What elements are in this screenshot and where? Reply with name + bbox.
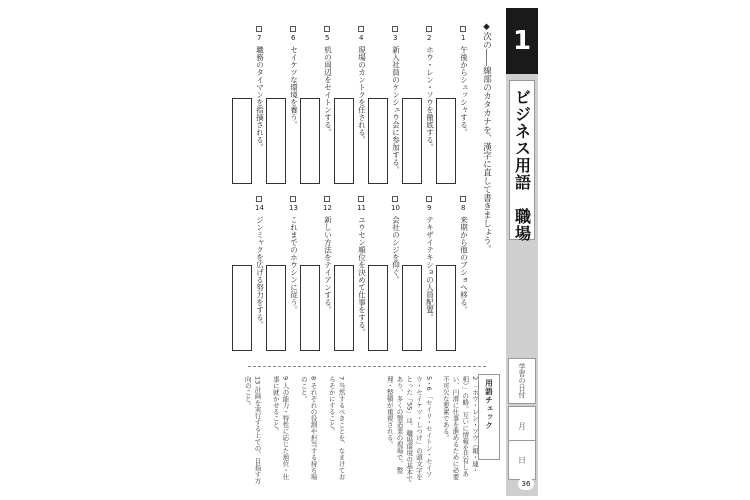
- question-10-checkbox[interactable]: [392, 196, 398, 202]
- question-12-number: 12: [323, 204, 332, 212]
- question-6-text: セイケツな環境を養う。: [289, 46, 299, 129]
- answer-box-6[interactable]: [266, 98, 286, 184]
- day-box[interactable]: [508, 440, 536, 480]
- question-13-number: 13: [289, 204, 298, 212]
- answer-box-2[interactable]: [402, 98, 422, 184]
- answer-box-5[interactable]: [300, 98, 320, 184]
- question-7-text: 職務のタイマンを指摘される。: [255, 46, 265, 151]
- question-10-text: 会社のシジを仰ぐ。: [391, 216, 401, 284]
- question-2-text: ホウ・レン・ソウを徹底する。: [425, 46, 435, 151]
- question-1-text: 午後からシュッシャする。: [459, 46, 469, 136]
- question-6-checkbox[interactable]: [290, 26, 296, 32]
- study-date-label-box: [508, 358, 536, 404]
- answer-box-7[interactable]: [232, 98, 252, 184]
- answer-box-10[interactable]: [368, 265, 388, 351]
- question-14-text: ジンミャクを広げる努力をする。: [255, 216, 265, 329]
- note-6: [242, 376, 262, 486]
- question-13-checkbox[interactable]: [290, 196, 296, 202]
- question-7-number: 7: [257, 34, 262, 42]
- day-label: 日: [518, 455, 526, 465]
- answer-box-4[interactable]: [334, 98, 354, 184]
- question-3-checkbox[interactable]: [392, 26, 398, 32]
- answer-box-13[interactable]: [266, 265, 286, 351]
- answer-box-14[interactable]: [232, 265, 252, 351]
- question-8-number: 8: [461, 204, 466, 212]
- answer-box-1[interactable]: [436, 98, 456, 184]
- page-number: 36: [518, 478, 534, 490]
- term-check-badge: [478, 374, 500, 460]
- question-11-checkbox[interactable]: [358, 196, 364, 202]
- question-5-checkbox[interactable]: [324, 26, 330, 32]
- question-3-text: 新入社員のケンシュウ会に参加する。: [391, 46, 401, 174]
- question-2-number: 2: [427, 34, 432, 42]
- question-10-number: 10: [391, 204, 400, 212]
- instruction: ◆次の――線部のカタカナを、漢字に直して書きましょう。: [481, 22, 492, 253]
- question-9-text: テキザイテキショの人員配置。: [425, 216, 435, 321]
- note-1: [440, 376, 479, 486]
- question-12-checkbox[interactable]: [324, 196, 330, 202]
- chapter-title: ビジネス用語 職場: [512, 89, 532, 242]
- study-date-label: 学習の日付: [518, 363, 526, 398]
- question-4-checkbox[interactable]: [358, 26, 364, 32]
- question-8-checkbox[interactable]: [460, 196, 466, 202]
- note-4: [298, 376, 318, 486]
- note-1-number: 2: [471, 376, 479, 381]
- question-2-checkbox[interactable]: [426, 26, 432, 32]
- question-4-text: 現場のカントクを任される。: [357, 46, 367, 144]
- chapter-number: 1: [506, 8, 538, 74]
- answer-box-12[interactable]: [300, 265, 320, 351]
- note-5-text: 人の能力・特性に応じた地位・仕事に就かせること。: [271, 376, 290, 480]
- question-3-number: 3: [393, 34, 398, 42]
- section-divider: [248, 366, 486, 367]
- month-label: 月: [518, 421, 526, 431]
- question-12-text: 新しい方法をテイアンする。: [323, 216, 333, 314]
- question-9-number: 9: [427, 204, 432, 212]
- note-5-number: 9: [281, 376, 290, 381]
- answer-box-8[interactable]: [436, 265, 456, 351]
- note-3: [326, 376, 346, 486]
- question-5-number: 5: [325, 34, 330, 42]
- note-6-number: 13: [253, 376, 262, 385]
- note-6-text: 計画を実行する上での、目指す方向のこと。: [243, 376, 262, 484]
- question-7-checkbox[interactable]: [256, 26, 262, 32]
- answer-box-9[interactable]: [402, 265, 422, 351]
- question-14-number: 14: [255, 204, 264, 212]
- note-4-text: それぞれの役割や担当する持ち場のこと。: [299, 376, 318, 480]
- note-2-number: 5・6: [424, 376, 433, 391]
- chapter-title-box: [509, 80, 535, 240]
- question-1-checkbox[interactable]: [460, 26, 466, 32]
- question-8-text: 来期から他のブショへ移る。: [459, 216, 469, 314]
- question-4-number: 4: [359, 34, 364, 42]
- note-3-text: 当然するべきことを、なまけておろそかにすること。: [327, 376, 346, 480]
- note-1-text: 「ホウ・レン・ソウ（報・連・相）」の略。互いに情報を共有しあい、円滑に仕事を進めるために必要不可欠な要素である。: [441, 376, 479, 480]
- question-6-number: 6: [291, 34, 296, 42]
- question-14-checkbox[interactable]: [256, 196, 262, 202]
- question-11-number: 11: [357, 204, 366, 212]
- note-5: [270, 376, 290, 486]
- question-9-checkbox[interactable]: [426, 196, 432, 202]
- question-11-text: ユウセン順位を決めて仕事をする。: [357, 216, 367, 336]
- question-5-text: 机の周辺をセイトンする。: [323, 46, 333, 136]
- note-2: [384, 376, 433, 486]
- term-check-label: 用語チェック: [484, 379, 494, 430]
- answer-box-11[interactable]: [334, 265, 354, 351]
- note-4-number: 8: [309, 376, 318, 381]
- note-3-number: 7: [337, 376, 346, 381]
- question-1-number: 1: [461, 34, 466, 42]
- answer-box-3[interactable]: [368, 98, 388, 184]
- note-2-text: 「セイリ・セイトン・セイソウ・セイケツ・しつけ」の頭文字をとった「5S」は、職場環境の基本であり、多くの製造業の現場で、整理・整頓が重視される。: [385, 376, 433, 482]
- question-13-text: これまでのホウシンに従う。: [289, 216, 299, 314]
